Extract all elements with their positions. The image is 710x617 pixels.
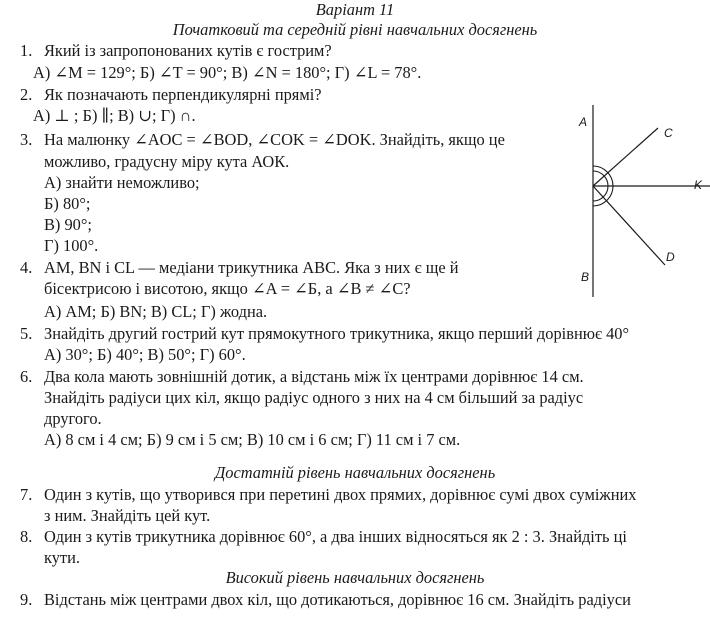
question-number: 6. — [20, 367, 33, 386]
question-number: 8. — [20, 527, 33, 546]
question-text: Один з кутів трикутника дорівнює 60°, а два інших відносяться як 2 : 3. Знайдіть ці — [44, 527, 627, 546]
point-label-c: C — [664, 126, 673, 140]
level-heading-basic: Початковий та середній рівні навчальних досягнень — [172, 20, 538, 39]
question-number: 5. — [20, 324, 33, 343]
question-text: Відстань між центрами двох кіл, що дотикаються, дорівнює 16 см. Знайдіть радіуси — [44, 590, 631, 609]
point-label-a: A — [579, 115, 588, 129]
question-text: AM, BN і CL — медіани трикутника ABC. Яка з них є ще й — [44, 258, 459, 277]
question-number: 2. — [20, 85, 33, 104]
question-text: Який із запропонованих кутів є гострим? — [44, 41, 332, 60]
level-heading-sufficient: Достатній рівень навчальних досягнень — [214, 463, 496, 482]
question-number: 1. — [20, 41, 33, 60]
point-label-k-visible: K — [694, 178, 703, 192]
question-number: 7. — [20, 485, 33, 504]
ray-od — [593, 186, 665, 265]
question-text: Два кола мають зовнішній дотик, а відстань між їх центрами дорівнює 14 см. — [44, 367, 584, 386]
question-number: 9. — [20, 590, 33, 609]
question-text: Один з кутів, що утворився при перетині двох прямих, дорівнює сумі двох суміжних — [44, 485, 637, 504]
question-text: На малюнку ∠AOC = ∠BOD, ∠COK = ∠DOK. Знайдіть, якщо це — [44, 130, 505, 149]
variant-title: Варіант 11 — [315, 0, 395, 19]
level-heading-high: Високий рівень навчальних досягнень — [225, 568, 485, 587]
point-label-b: B — [581, 270, 590, 284]
question-text: Знайдіть другий гострий кут прямокутного трикутника, якщо перший дорівнює 40° — [44, 324, 630, 343]
ray-oc — [593, 128, 658, 186]
angle-figure — [570, 100, 710, 300]
question-number: 3. — [20, 130, 33, 149]
point-label-d: D — [666, 250, 675, 264]
question-number: 4. — [20, 258, 33, 277]
question-text: Як позначають перпендикулярні прямі? — [44, 85, 322, 104]
